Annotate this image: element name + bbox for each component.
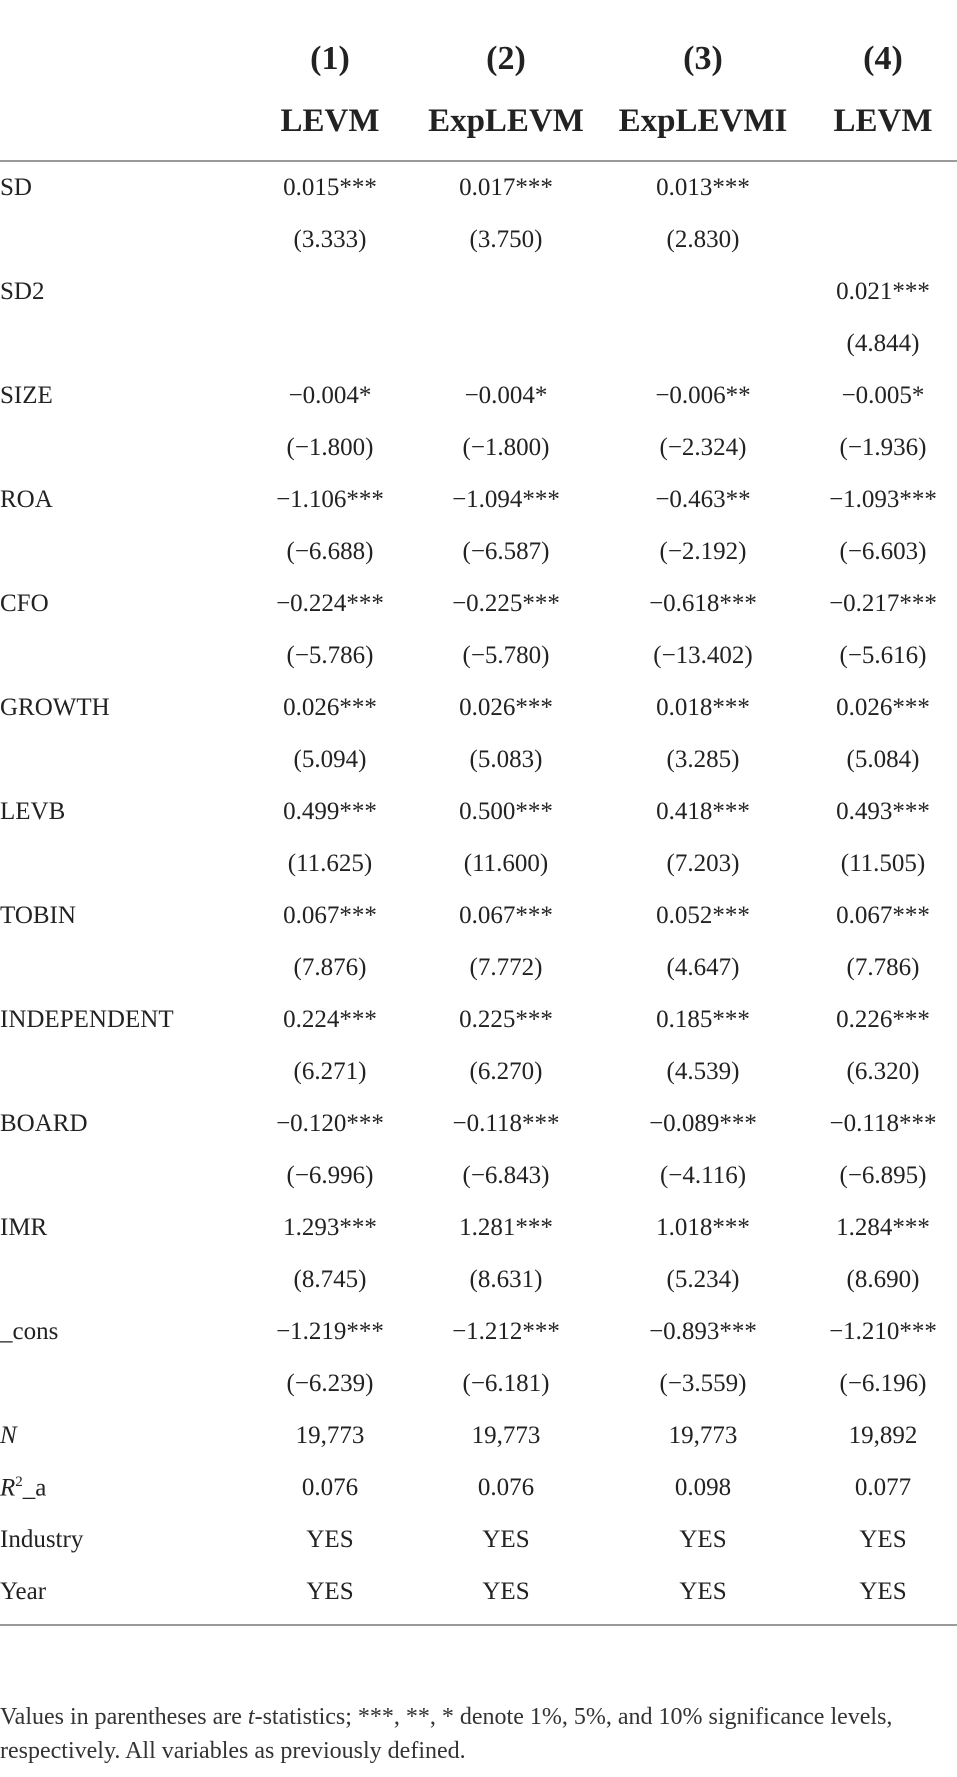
column-name: ExpLEVM: [415, 82, 597, 161]
table-cell: −1.210***: [829, 1318, 937, 1345]
table-cell: YES: [415, 1566, 597, 1625]
table-row: [0, 266, 957, 318]
table-row: [0, 161, 957, 214]
table-cell: −0.225***: [452, 590, 560, 617]
table-cell: 0.499***: [283, 798, 377, 825]
row-label: IMR: [0, 1214, 48, 1241]
table-cell: (−13.402): [653, 642, 753, 669]
row-label: INDEPENDENT: [0, 1006, 174, 1033]
row-label: CFO: [0, 590, 49, 617]
table-cell: (6.271): [293, 1058, 367, 1085]
table-cell: (8.745): [293, 1266, 367, 1293]
table-cell: 0.026***: [283, 694, 377, 721]
table-cell: (4.647): [666, 954, 740, 981]
table-cell: (2.830): [666, 226, 740, 253]
table-cell: YES: [679, 1526, 727, 1553]
table-cell: (−6.239): [286, 1370, 374, 1397]
row-label: [0, 1046, 245, 1098]
row-label: _cons: [0, 1318, 59, 1345]
table-cell: 0.067***: [283, 902, 377, 929]
table-cell: (−2.324): [659, 434, 747, 461]
row-label: [0, 1254, 245, 1306]
table-row: [0, 786, 957, 838]
table-cell: −0.004*: [464, 382, 548, 409]
table-cell: YES: [809, 1566, 957, 1625]
row-label: ROA: [0, 486, 53, 513]
table-cell: 0.067***: [836, 902, 930, 929]
table-row: [0, 1150, 957, 1202]
table-cell: −0.120***: [276, 1110, 384, 1137]
table-cell: (3.333): [293, 226, 367, 253]
table-cell: (−5.786): [286, 642, 374, 669]
table-cell: 0.076: [301, 1474, 359, 1501]
table-cell: −0.004*: [288, 382, 372, 409]
column-number: (2): [486, 40, 526, 77]
table-cell: (11.505): [840, 850, 926, 877]
table-cell: 1.293***: [283, 1214, 377, 1241]
table-cell: (−1.800): [286, 434, 374, 461]
r2-label-r: R: [0, 1474, 16, 1502]
table-cell: (8.690): [846, 1266, 920, 1293]
table-cell: 0.077: [854, 1474, 912, 1501]
column-name: LEVM: [809, 82, 957, 161]
column-number: (4): [863, 40, 903, 77]
footnote-t: t: [247, 1704, 255, 1730]
table-footnote: [0, 1700, 957, 1768]
header-stub: [0, 82, 245, 161]
table-cell: 0.500***: [459, 798, 553, 825]
table-cell: −0.618***: [649, 590, 757, 617]
table-cell: (4.539): [666, 1058, 740, 1085]
row-label: BOARD: [0, 1110, 88, 1137]
table-row: [0, 1358, 957, 1410]
table-row: [0, 1254, 957, 1306]
table-cell: 0.224***: [283, 1006, 377, 1033]
table-row: [0, 630, 957, 682]
table-row: [0, 370, 957, 422]
column-number: (3): [683, 40, 723, 77]
table-cell: (−6.895): [839, 1162, 927, 1189]
table-cell: (11.600): [463, 850, 549, 877]
table-cell: (−6.587): [462, 538, 550, 565]
table-cell: −1.093***: [829, 486, 937, 513]
table-cell: 19,892: [848, 1422, 918, 1449]
table-cell: −0.893***: [649, 1318, 757, 1345]
row-label: SIZE: [0, 382, 53, 409]
table-cell: [415, 266, 597, 318]
r2-label-sup: 2: [15, 1473, 23, 1490]
table-cell: −1.106***: [276, 486, 384, 513]
table-cell: 0.015***: [283, 174, 377, 201]
table-cell: [597, 266, 809, 318]
footnote-text-2: -statistics; ***, **, * denote 1%, 5%, and 10% significance levels, respectively. All variables as previously defined.: [0, 1704, 893, 1764]
stat-row-industry: [0, 1514, 957, 1566]
table-cell: 0.017***: [459, 174, 553, 201]
table-row: [0, 890, 957, 942]
table-cell: (−4.116): [659, 1162, 747, 1189]
table-cell: −0.224***: [276, 590, 384, 617]
table-cell: (−6.996): [286, 1162, 374, 1189]
table-cell: (−5.780): [462, 642, 550, 669]
table-cell: (−6.603): [839, 538, 927, 565]
row-label: [0, 1358, 245, 1410]
table-cell: 0.226***: [836, 1006, 930, 1033]
table-cell: 0.026***: [836, 694, 930, 721]
table-cell: (5.094): [293, 746, 367, 773]
table-cell: (−1.800): [462, 434, 550, 461]
table-cell: (3.285): [666, 746, 740, 773]
table-cell: 0.026***: [459, 694, 553, 721]
row-label: Year: [0, 1566, 245, 1625]
row-label: SD2: [0, 278, 45, 305]
table-cell: (11.625): [287, 850, 373, 877]
column-number-row: [0, 0, 957, 82]
table-row: [0, 994, 957, 1046]
column-name-row: [0, 82, 957, 161]
table-cell: (6.320): [846, 1058, 920, 1085]
table-cell: (7.203): [666, 850, 740, 877]
table-cell: (−6.196): [839, 1370, 927, 1397]
table-row: [0, 318, 957, 370]
table-cell: (3.750): [469, 226, 543, 253]
table-cell: (6.270): [469, 1058, 543, 1085]
table-cell: (4.844): [846, 330, 920, 357]
table-row: [0, 214, 957, 266]
column-name: LEVM: [245, 82, 415, 161]
r2-label-suffix: _a: [22, 1474, 47, 1502]
table-cell: 0.185***: [656, 1006, 750, 1033]
row-label: [0, 734, 245, 786]
table-cell: −0.118***: [829, 1110, 937, 1137]
table-cell: −0.118***: [452, 1110, 560, 1137]
table-row: [0, 942, 957, 994]
table-cell: 0.098: [674, 1474, 732, 1501]
table-row: [0, 422, 957, 474]
table-cell: −1.219***: [276, 1318, 384, 1345]
table-row: [0, 1306, 957, 1358]
table-cell: (7.772): [469, 954, 543, 981]
table-row: [0, 578, 957, 630]
table-cell: 0.225***: [459, 1006, 553, 1033]
table-cell: 19,773: [471, 1422, 541, 1449]
table-row: [0, 1098, 957, 1150]
table-cell: [415, 318, 597, 370]
table-cell: 0.013***: [656, 174, 750, 201]
table-cell: (5.083): [469, 746, 543, 773]
row-label: [0, 526, 245, 578]
row-label: [0, 1150, 245, 1202]
table-cell: [245, 266, 415, 318]
row-label: GROWTH: [0, 694, 110, 721]
row-label: LEVB: [0, 798, 66, 825]
table-cell: 19,773: [668, 1422, 738, 1449]
table-cell: [809, 214, 957, 266]
stat-row-year: [0, 1566, 957, 1625]
row-label: [0, 630, 245, 682]
table-cell: [809, 161, 957, 214]
table-cell: 1.284***: [836, 1214, 930, 1241]
column-number: (1): [310, 40, 350, 77]
table-cell: YES: [245, 1566, 415, 1625]
table-cell: (5.084): [846, 746, 920, 773]
header-stub: [0, 0, 245, 82]
table-cell: YES: [859, 1526, 907, 1553]
table-cell: (−1.936): [839, 434, 927, 461]
column-name: ExpLEVMI: [597, 82, 809, 161]
table-cell: (8.631): [469, 1266, 543, 1293]
stat-row-n: [0, 1410, 957, 1462]
table-cell: (7.876): [293, 954, 367, 981]
table-row: [0, 474, 957, 526]
row-label: [0, 942, 245, 994]
row-label: [0, 838, 245, 890]
footnote-text-1: Values in parentheses are: [0, 1704, 248, 1730]
table-cell: −0.005*: [841, 382, 925, 409]
row-label: [0, 318, 245, 370]
table-cell: 0.021***: [836, 278, 930, 305]
row-label: N: [0, 1422, 17, 1449]
row-label: [0, 1462, 245, 1514]
table-cell: 1.281***: [459, 1214, 553, 1241]
table-row: [0, 734, 957, 786]
table-cell: 0.067***: [459, 902, 553, 929]
table-cell: YES: [597, 1566, 809, 1625]
table-cell: −1.094***: [452, 486, 560, 513]
table-cell: −0.217***: [829, 590, 937, 617]
table-cell: 19,773: [295, 1422, 365, 1449]
table-cell: (−2.192): [659, 538, 747, 565]
table-cell: (5.234): [666, 1266, 740, 1293]
table-cell: 0.418***: [656, 798, 750, 825]
row-label: [0, 422, 245, 474]
row-label: TOBIN: [0, 902, 76, 929]
table-row: [0, 838, 957, 890]
table-row: [0, 1202, 957, 1254]
table-cell: −0.006**: [655, 382, 751, 409]
table-cell: (−6.181): [462, 1370, 550, 1397]
row-label: Industry: [0, 1526, 84, 1553]
table-cell: [245, 318, 415, 370]
row-label: SD: [0, 174, 32, 201]
table-row: [0, 682, 957, 734]
table-cell: −0.463**: [655, 486, 751, 513]
table-row: [0, 1046, 957, 1098]
table-cell: (−6.688): [286, 538, 374, 565]
table-cell: −1.212***: [452, 1318, 560, 1345]
table-cell: 0.052***: [656, 902, 750, 929]
row-label: [0, 214, 245, 266]
table-cell: YES: [306, 1526, 354, 1553]
stat-row-r2: [0, 1462, 957, 1514]
table-cell: 0.018***: [656, 694, 750, 721]
table-cell: (−5.616): [839, 642, 927, 669]
table-cell: (−6.843): [462, 1162, 550, 1189]
table-cell: 0.493***: [836, 798, 930, 825]
table-cell: −0.089***: [649, 1110, 757, 1137]
table-cell: 1.018***: [656, 1214, 750, 1241]
table-cell: [597, 318, 809, 370]
table-cell: (7.786): [846, 954, 920, 981]
table-cell: 0.076: [477, 1474, 535, 1501]
table-row: [0, 526, 957, 578]
table-cell: (−3.559): [659, 1370, 747, 1397]
table-cell: YES: [482, 1526, 530, 1553]
